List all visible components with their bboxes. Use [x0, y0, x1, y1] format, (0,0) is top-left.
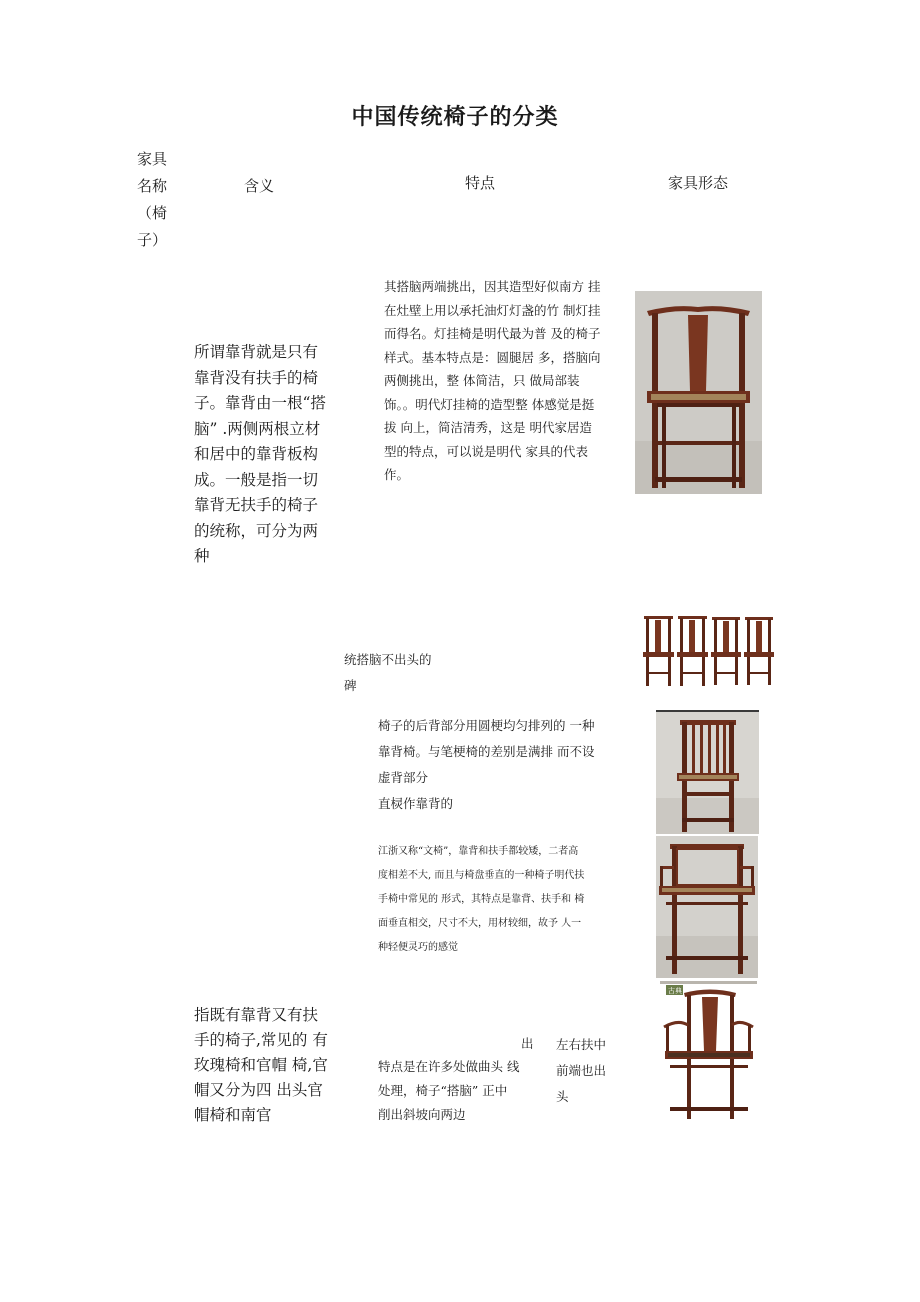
fushou-meaning-text: 指既有靠背又有扶 手的椅子,常见的 有 玫瑰椅和官帽 椅,官 帽又分为四 出头官 帽椅和南官: [194, 1006, 328, 1124]
four-chairs-photo: [640, 612, 782, 688]
gunbei-feature-text: 椅子的后背部分用圆梗均匀排列的 一种 靠背椅。与笔梗椅的差别是满排 而不设 虚背部分 直棂作靠背的: [378, 718, 595, 811]
tongdanao-feature-text: 统搭脑不出头的 碑: [344, 652, 432, 693]
header-furniture-name: 家具 名称 （椅 子）: [137, 150, 168, 249]
guanmao-armchair-photo: [660, 981, 757, 1121]
page-title: 中国传统椅子的分类: [351, 104, 559, 130]
meiren-armchair-photo: [656, 836, 758, 978]
guanmao-feature-chu: 出: [521, 1036, 534, 1051]
header-furniture-form: 家具形态: [668, 174, 729, 192]
header-features: 特点: [465, 174, 496, 192]
gunbei-chair-photo: [656, 710, 759, 834]
dengguayi-chair-photo: [635, 291, 762, 494]
stamp-text: 古典: [668, 987, 682, 995]
guanmao-feature-side: 左右扶中 前端也出 头: [556, 1037, 607, 1104]
kaobei-meaning-text: 所谓靠背就是只有 靠背没有扶手的椅 子。靠背由一根“搭 脑” .两侧两根立材 和居中的靠背板构 成。一般是指一切 靠背无扶手的椅子 的统称，可分为两 种: [194, 343, 326, 565]
guanmao-feature-text: 特点是在许多处做曲头 线 处理，椅子“搭脑” 正中 削出斜坡向两边: [378, 1059, 520, 1122]
meiren-feature-text: 江浙又称“文椅”，靠背和扶手都较矮，二者高 度相差不大, 而且与椅盘垂直的一种椅子明代扶 手椅中常见的 形式，其特点是靠背、扶手和 椅 面垂直相交，尺寸不大，用材较细，故予 人一 种轻便灵巧的感觉: [378, 846, 585, 953]
dengguayi-feature-text: 其搭脑两端挑出，因其造型好似南方 挂 在灶壁上用以承托油灯灯盏的竹 制灯挂 而得名。灯挂椅是明代最为普 及的椅子 样式。基本特点是：圆腿居 多，搭脑向 两侧挑出，整 体简洁，只 做局部装 饰。。明代灯挂椅的造型整 体感觉是挺 拔 向上，简洁清秀，这是 明代家居造 型的特点，可以说是明代 家具的代表 作。: [384, 279, 601, 482]
header-meaning: 含义: [244, 177, 275, 195]
